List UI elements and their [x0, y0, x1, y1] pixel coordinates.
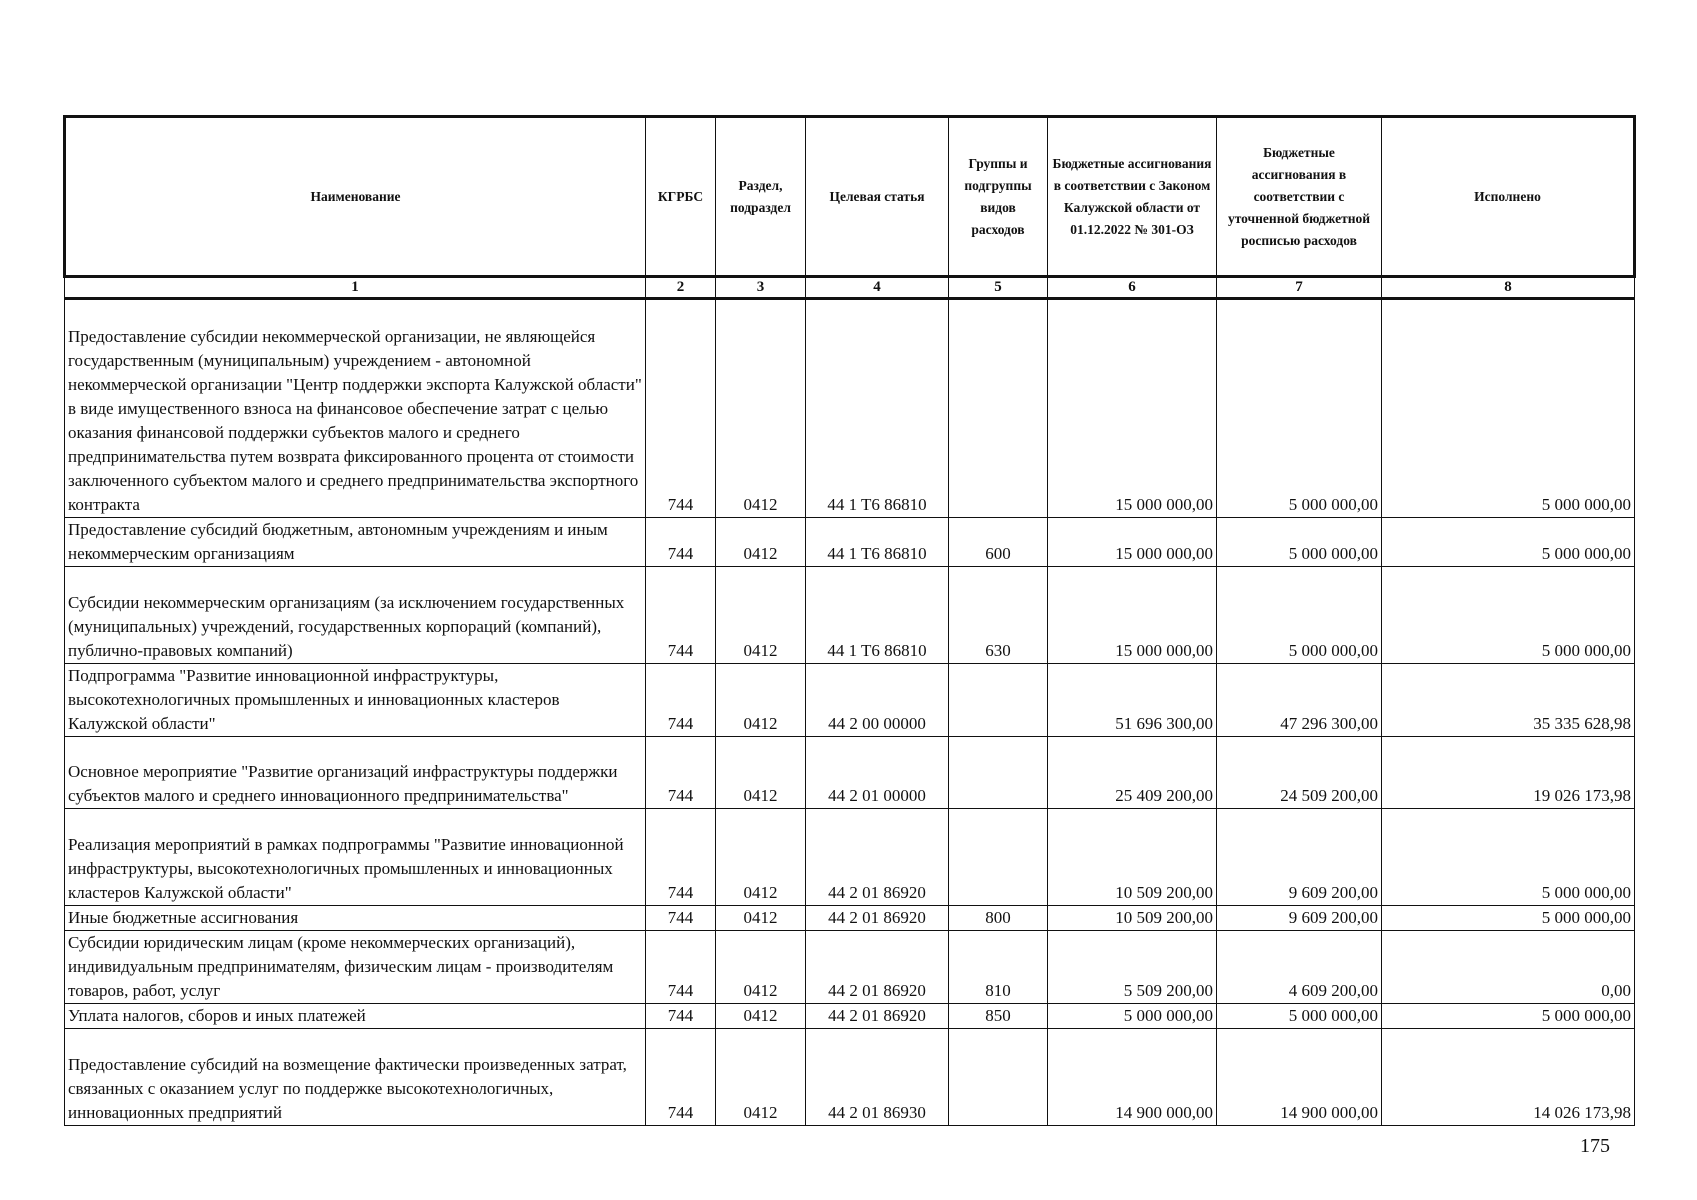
header-expense-groups: Группы и подгруппы видов расходов: [949, 117, 1048, 277]
column-number: 7: [1217, 277, 1382, 299]
row-expense-group: [949, 809, 1048, 906]
row-law-amount: 10 509 200,00: [1048, 809, 1217, 906]
row-expense-group: 810: [949, 931, 1048, 1004]
row-law-amount: 5 000 000,00: [1048, 1004, 1217, 1029]
table-row: [65, 809, 1635, 906]
row-executed-amount: 5 000 000,00: [1382, 906, 1635, 931]
row-name: Предоставление субсидии некоммерческой организации, не являющейся государственным (муниципальным) учреждением - автономной некоммерческой организации "Центр поддержки экспорта Калужской области" в виде имущественного взноса на финансовое обеспечение затрат с целью оказания финансовой поддержки субъектов малого и среднего предпринимательства путем возврата фиксированного процента от стоимости заключенного субъектом малого и среднего предпринимательства экспортного контракта: [65, 299, 646, 518]
row-kgrbs: 744: [646, 518, 716, 567]
row-refined-amount: 24 509 200,00: [1217, 737, 1382, 809]
row-refined-amount: 5 000 000,00: [1217, 567, 1382, 664]
row-refined-amount: 9 609 200,00: [1217, 906, 1382, 931]
row-expense-group: [949, 299, 1048, 518]
row-section: 0412: [716, 518, 806, 567]
row-executed-amount: 19 026 173,98: [1382, 737, 1635, 809]
table-row: [65, 567, 1635, 664]
row-section: 0412: [716, 299, 806, 518]
row-name: Основное мероприятие "Развитие организаций инфраструктуры поддержки субъектов малого и среднего инновационного предпринимательства": [65, 737, 646, 809]
header-refined-allocations: Бюджетные ассигнования в соответствии с уточненной бюджетной росписью расходов: [1217, 117, 1382, 277]
row-refined-amount: 14 900 000,00: [1217, 1029, 1382, 1126]
header-section: Раздел, подраздел: [716, 117, 806, 277]
row-section: 0412: [716, 931, 806, 1004]
row-kgrbs: 744: [646, 906, 716, 931]
row-section: 0412: [716, 664, 806, 737]
row-name: Уплата налогов, сборов и иных платежей: [65, 1004, 646, 1029]
page-number: 175: [1580, 1135, 1610, 1157]
column-number: 2: [646, 277, 716, 299]
row-executed-amount: 5 000 000,00: [1382, 299, 1635, 518]
budget-table: [63, 115, 1636, 1126]
row-section: 0412: [716, 809, 806, 906]
row-name: Предоставление субсидий бюджетным, автономным учреждениям и иным некоммерческим организациям: [65, 518, 646, 567]
row-refined-amount: 9 609 200,00: [1217, 809, 1382, 906]
table-row: [65, 1029, 1635, 1126]
table-row: [65, 906, 1635, 931]
row-expense-group: [949, 664, 1048, 737]
row-section: 0412: [716, 737, 806, 809]
row-refined-amount: 5 000 000,00: [1217, 299, 1382, 518]
row-target-item: 44 2 01 86920: [806, 931, 949, 1004]
row-kgrbs: 744: [646, 737, 716, 809]
row-kgrbs: 744: [646, 809, 716, 906]
column-number: 1: [65, 277, 646, 299]
row-target-item: 44 1 T6 86810: [806, 518, 949, 567]
header-target-item: Целевая статья: [806, 117, 949, 277]
column-number: 8: [1382, 277, 1635, 299]
row-refined-amount: 5 000 000,00: [1217, 1004, 1382, 1029]
column-number: 3: [716, 277, 806, 299]
row-executed-amount: 5 000 000,00: [1382, 1004, 1635, 1029]
row-law-amount: 5 509 200,00: [1048, 931, 1217, 1004]
row-target-item: 44 2 01 86920: [806, 809, 949, 906]
row-law-amount: 10 509 200,00: [1048, 906, 1217, 931]
row-executed-amount: 14 026 173,98: [1382, 1029, 1635, 1126]
table-row: [65, 737, 1635, 809]
row-name: Реализация мероприятий в рамках подпрограммы "Развитие инновационной инфраструктуры, высокотехнологичных промышленных и инновационных кластеров Калужской области": [65, 809, 646, 906]
row-section: 0412: [716, 1029, 806, 1126]
row-executed-amount: 5 000 000,00: [1382, 518, 1635, 567]
row-expense-group: 850: [949, 1004, 1048, 1029]
header-law-allocations: Бюджетные ассигнования в соответствии с Законом Калужской области от 01.12.2022 № 301-ОЗ: [1048, 117, 1217, 277]
row-target-item: 44 2 01 00000: [806, 737, 949, 809]
row-expense-group: 600: [949, 518, 1048, 567]
row-expense-group: 630: [949, 567, 1048, 664]
row-target-item: 44 2 01 86920: [806, 906, 949, 931]
column-number-row: [65, 277, 1635, 299]
column-number: 5: [949, 277, 1048, 299]
column-number: 4: [806, 277, 949, 299]
table-row: [65, 664, 1635, 737]
row-law-amount: 15 000 000,00: [1048, 299, 1217, 518]
table-row: [65, 518, 1635, 567]
table-row: [65, 1004, 1635, 1029]
header-kgrbs: КГРБС: [646, 117, 716, 277]
row-target-item: 44 2 01 86920: [806, 1004, 949, 1029]
row-section: 0412: [716, 1004, 806, 1029]
row-section: 0412: [716, 906, 806, 931]
row-refined-amount: 5 000 000,00: [1217, 518, 1382, 567]
row-target-item: 44 2 00 00000: [806, 664, 949, 737]
header-row: [65, 117, 1635, 277]
row-expense-group: [949, 737, 1048, 809]
row-executed-amount: 35 335 628,98: [1382, 664, 1635, 737]
header-name: Наименование: [65, 117, 646, 277]
row-kgrbs: 744: [646, 1004, 716, 1029]
row-target-item: 44 1 T6 86810: [806, 567, 949, 664]
row-name: Предоставление субсидий на возмещение фактически произведенных затрат, связанных с оказанием услуг по поддержке высокотехнологичных, инновационных предприятий: [65, 1029, 646, 1126]
row-name: Подпрограмма "Развитие инновационной инфраструктуры, высокотехнологичных промышленных и инновационных кластеров Калужской области": [65, 664, 646, 737]
row-kgrbs: 744: [646, 664, 716, 737]
row-target-item: 44 1 T6 86810: [806, 299, 949, 518]
row-law-amount: 14 900 000,00: [1048, 1029, 1217, 1126]
row-law-amount: 25 409 200,00: [1048, 737, 1217, 809]
row-refined-amount: 4 609 200,00: [1217, 931, 1382, 1004]
row-kgrbs: 744: [646, 299, 716, 518]
column-number: 6: [1048, 277, 1217, 299]
row-name: Иные бюджетные ассигнования: [65, 906, 646, 931]
row-executed-amount: 0,00: [1382, 931, 1635, 1004]
row-kgrbs: 744: [646, 567, 716, 664]
row-target-item: 44 2 01 86930: [806, 1029, 949, 1126]
table-row: [65, 299, 1635, 518]
row-executed-amount: 5 000 000,00: [1382, 809, 1635, 906]
header-executed: Исполнено: [1382, 117, 1635, 277]
row-executed-amount: 5 000 000,00: [1382, 567, 1635, 664]
row-expense-group: [949, 1029, 1048, 1126]
row-kgrbs: 744: [646, 1029, 716, 1126]
row-expense-group: 800: [949, 906, 1048, 931]
row-law-amount: 15 000 000,00: [1048, 518, 1217, 567]
row-section: 0412: [716, 567, 806, 664]
row-refined-amount: 47 296 300,00: [1217, 664, 1382, 737]
row-name: Субсидии некоммерческим организациям (за исключением государственных (муниципальных) учреждений, государственных корпораций (компаний), публично-правовых компаний): [65, 567, 646, 664]
row-law-amount: 15 000 000,00: [1048, 567, 1217, 664]
row-name: Субсидии юридическим лицам (кроме некоммерческих организаций), индивидуальным предпринимателям, физическим лицам - производителям товаров, работ, услуг: [65, 931, 646, 1004]
row-law-amount: 51 696 300,00: [1048, 664, 1217, 737]
table-row: [65, 931, 1635, 1004]
row-kgrbs: 744: [646, 931, 716, 1004]
